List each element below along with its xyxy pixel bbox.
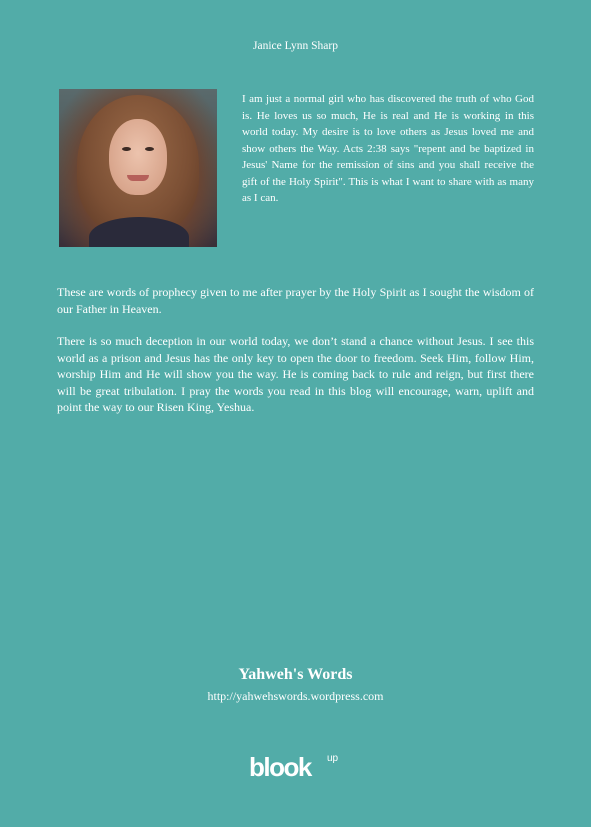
description-paragraph: There is so much deception in our world today, we don’t stand a chance without Jesus. I see this world as a prison and Jesus has the only key to open the door to freedom. Seek Him, follow Him, worship Him and He will show you the way. He is coming back to rule and reign, but first there will be great tribulation. I pray the words you read in this blog will encourage, warn, uplift and point the way to our Risen King, Yeshua. [57, 334, 534, 414]
logo-word: blook [249, 752, 311, 782]
blog-title: Yahweh's Words [238, 666, 353, 683]
photo-face [109, 119, 167, 195]
intro-paragraph: These are words of prophecy given to me after prayer by the Holy Spirit as I sought the wisdom of our Father in Heaven. [57, 285, 534, 316]
photo-eye-right [145, 147, 154, 151]
author-photo [59, 89, 217, 247]
photo-eye-left [122, 147, 131, 151]
photo-mouth [127, 175, 149, 181]
author-bio: I am just a normal girl who has discovered the truth of who God is. He loves us so much, He is real and He is working in this world today. My desire is to love others as Jesus loved me and show others the Way. Acts 2:38 says "repent and be baptized in Jesus' Name for the remission of sins and you shall receive the gift of the Holy Spirit". This is what I want to share with as many as I can. [242, 93, 534, 204]
blookup-logo [249, 752, 344, 782]
author-name: Janice Lynn Sharp [253, 40, 338, 52]
blog-url[interactable]: http://yahwehswords.wordpress.com [207, 689, 384, 703]
logo-superscript: up [327, 753, 339, 764]
